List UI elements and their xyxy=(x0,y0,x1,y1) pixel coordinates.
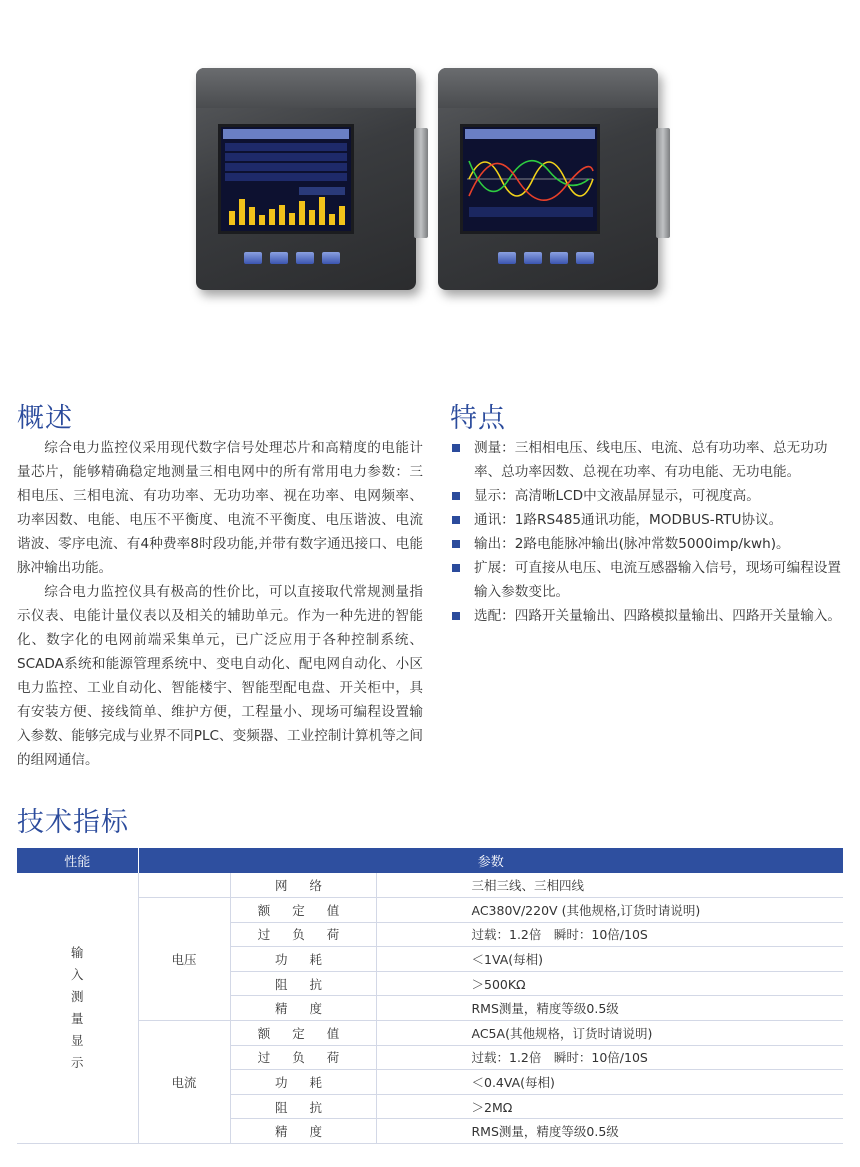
row-value: 过载：1.2倍 瞬时：10倍/10S xyxy=(376,1045,843,1070)
features-list xyxy=(452,436,852,628)
product-images xyxy=(0,0,860,330)
subcategory-voltage: 电压 xyxy=(138,898,230,1021)
row-value: ＞500KΩ xyxy=(376,971,843,996)
row-label: 功 耗 xyxy=(230,1070,376,1095)
specs-title: 技术指标 xyxy=(17,807,129,838)
row-label: 网 络 xyxy=(230,873,376,898)
row-label: 阻 抗 xyxy=(230,1094,376,1119)
header-performance: 性能 xyxy=(17,848,138,873)
power-meter-waveform-display xyxy=(438,68,658,290)
feature-item: 输出：2路电能脉冲输出(脉冲常数5000imp/kwh)。 xyxy=(452,532,852,556)
spec-header-row xyxy=(17,848,843,873)
row-label: 精 度 xyxy=(230,996,376,1021)
row-label: 功 耗 xyxy=(230,947,376,972)
feature-item: 扩展：可直接从电压、电流互感器输入信号，现场可编程设置输入参数变比。 xyxy=(452,556,852,604)
bullet-square-icon xyxy=(452,540,460,548)
meter-screen xyxy=(218,124,354,234)
row-value: 三相三线、三相四线 xyxy=(376,873,843,898)
feature-item: 通讯：1路RS485通讯功能，MODBUS-RTU协议。 xyxy=(452,508,852,532)
bullet-square-icon xyxy=(452,612,460,620)
table-row xyxy=(17,873,843,898)
waveform-graphic xyxy=(463,141,597,231)
feature-item: 选配：四路开关量输出、四路模拟量输出、四路开关量输入。 xyxy=(452,604,852,628)
row-value: RMS测量，精度等级0.5级 xyxy=(376,1119,843,1144)
row-value: AC5A(其他规格，订货时请说明) xyxy=(376,1021,843,1046)
row-label: 额 定 值 xyxy=(230,898,376,923)
subcategory-current: 电流 xyxy=(138,1021,230,1144)
row-label: 过 负 荷 xyxy=(230,922,376,947)
overview-body xyxy=(17,436,423,772)
meter-screen xyxy=(460,124,600,234)
row-label: 过 负 荷 xyxy=(230,1045,376,1070)
row-value: ＞2MΩ xyxy=(376,1094,843,1119)
features-title: 特点 xyxy=(450,403,506,434)
category-input-measure-display: 输入测量显示 xyxy=(17,873,138,1144)
bullet-square-icon xyxy=(452,444,460,452)
row-label: 阻 抗 xyxy=(230,971,376,996)
row-value: 过载：1.2倍 瞬时：10倍/10S xyxy=(376,922,843,947)
table-row xyxy=(17,898,843,923)
row-value: ＜0.4VA(每相) xyxy=(376,1070,843,1095)
table-row xyxy=(17,1021,843,1046)
header-parameters: 参数 xyxy=(138,848,843,873)
feature-item: 测量：三相相电压、线电压、电流、总有功功率、总无功功率、总功率因数、总视在功率、有功电能、无功电能。 xyxy=(452,436,852,484)
overview-title: 概述 xyxy=(17,403,73,434)
row-value: ＜1VA(每相) xyxy=(376,947,843,972)
power-meter-bar-display xyxy=(196,68,416,290)
feature-item: 显示：高清晰LCD中文液晶屏显示，可视度高。 xyxy=(452,484,852,508)
row-value: AC380V/220V (其他规格,订货时请说明) xyxy=(376,898,843,923)
bullet-square-icon xyxy=(452,564,460,572)
overview-paragraph: 综合电力监控仪采用现代数字信号处理芯片和高精度的电能计量芯片，能够精确稳定地测量三相电网中的所有常用电力参数：三相电压、三相电流、有功功率、无功功率、视在功率、电网频率、功率因数、电能、电压不平衡度、电流不平衡度、电压谐波、电流谐波、零序电流、有4种费率8时段功能,并带有数字通迅接口、电能脉冲输出功能。 xyxy=(17,440,423,576)
row-value: RMS测量，精度等级0.5级 xyxy=(376,996,843,1021)
row-label: 额 定 值 xyxy=(230,1021,376,1046)
overview-paragraph: 综合电力监控仪具有极高的性价比，可以直接取代常规测量指示仪表、电能计量仪表以及相关的辅助单元。作为一种先进的智能化、数字化的电网前端采集单元，已广泛应用于各种控制系统、SCADA系统和能源管理系统中、变电自动化、配电网自动化、小区电力监控、工业自动化、智能楼宇、智能型配电盘、开关柜中，具有安装方便、接线简单、维护方便，工程量小、现场可编程设置输入参数、能够完成与业界不同PLC、变频器、工业控制计算机等之间的组网通信。 xyxy=(17,584,423,768)
row-label: 精 度 xyxy=(230,1119,376,1144)
bullet-square-icon xyxy=(452,492,460,500)
bullet-square-icon xyxy=(452,516,460,524)
spec-table xyxy=(17,848,843,1144)
